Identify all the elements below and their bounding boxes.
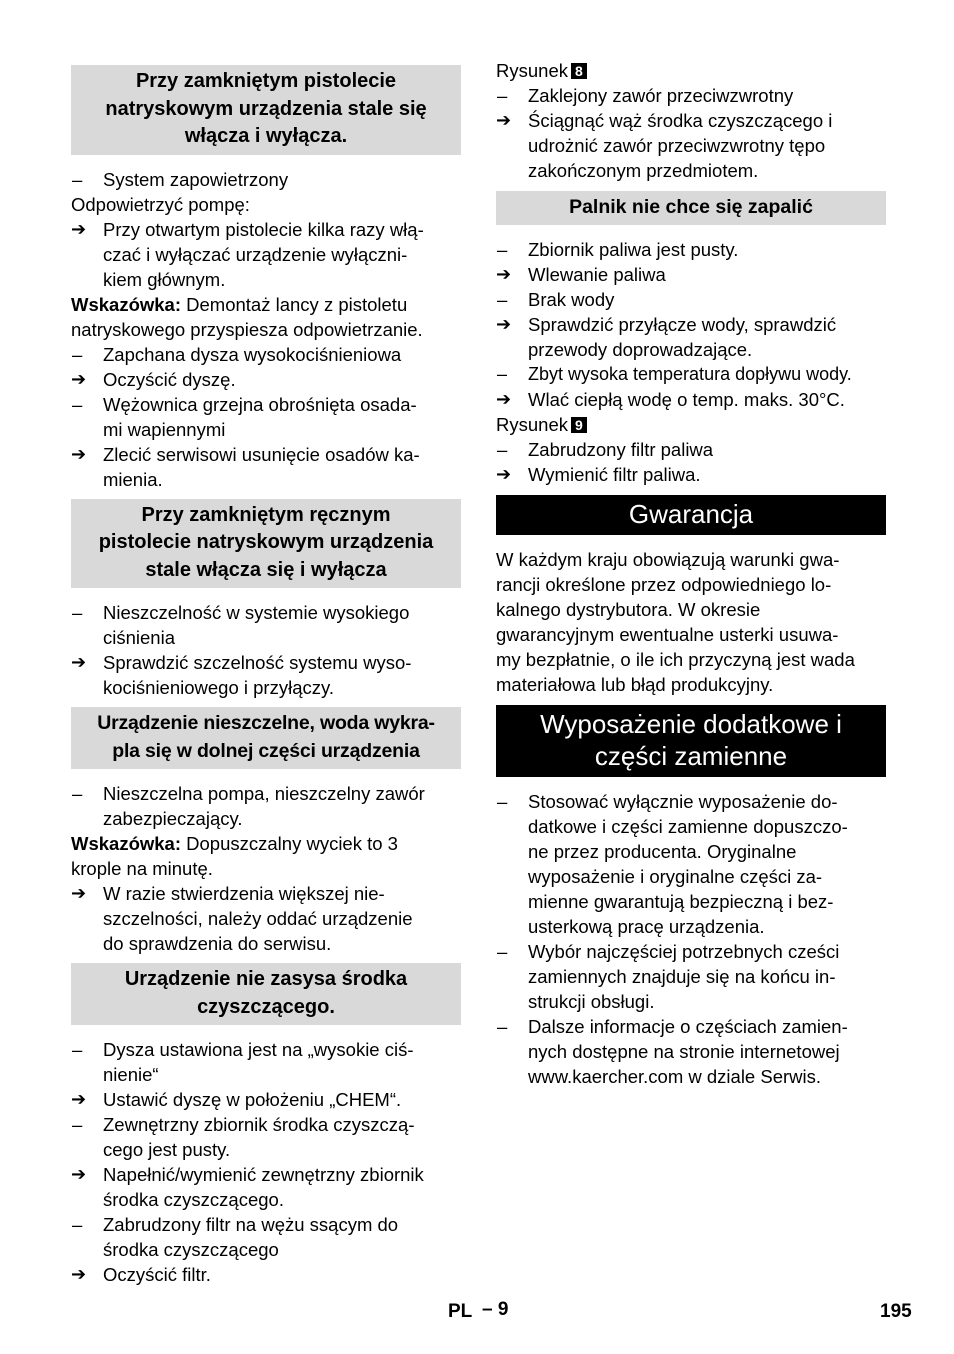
note-label: Wskazówka: — [71, 833, 182, 854]
cause-item — [496, 437, 886, 462]
remedy-line: Napełnić/wymienić zewnętrzny zbiornik — [103, 1164, 424, 1185]
cause-line: ciśnienia — [103, 627, 175, 648]
cause-line: wyposażenie i oryginalne części za- — [528, 866, 823, 887]
remedy-text — [103, 1164, 424, 1210]
cause-line: Stosować wyłącznie wyposażenie do- — [528, 791, 838, 812]
heading-line: Urządzenie nieszczelne, woda wykra- — [97, 712, 435, 734]
remedy-text — [528, 389, 845, 410]
remedy-line: Przy otwartym pistolecie kilka razy włą- — [103, 218, 424, 240]
remedy-text — [103, 219, 424, 290]
paragraph-line: gwarancyjnym ewentualne usterki usuwa- — [496, 624, 839, 645]
cause-item — [71, 600, 461, 650]
remedy-line: do sprawdzenia do serwisu. — [103, 933, 332, 954]
figure-label: Rysunek — [496, 414, 568, 435]
cause-line: Zabrudzony filtr na wężu ssącym do — [103, 1214, 399, 1235]
note-line: krople na minutę. — [71, 858, 213, 879]
remedy-item — [71, 1162, 461, 1212]
cause-item — [496, 1014, 886, 1089]
remedy-item — [71, 1087, 461, 1112]
arrow-icon: ➔ — [496, 314, 512, 334]
cause-text — [103, 783, 425, 829]
arrow-icon: ➔ — [496, 464, 512, 484]
cause-text — [103, 1039, 414, 1085]
text-line: Odpowietrzyć pompę: — [71, 193, 250, 215]
remedy-text — [103, 1089, 401, 1110]
cause-line: zabezpieczający. — [103, 808, 243, 829]
heading-line: włącza i wyłącza. — [184, 125, 348, 147]
figure-label: Rysunek — [496, 60, 568, 81]
chapter-banner — [496, 705, 886, 777]
heading-line: pla się w dolnej części urządzenia — [112, 739, 420, 762]
paragraph-line: materiałowa lub błąd produkcyjny. — [496, 674, 774, 695]
cause-line: cego jest pusty. — [103, 1139, 231, 1160]
remedy-line: udrożnić zawór przeciwzwrotny tępo — [528, 135, 826, 156]
remedy-text — [528, 464, 701, 485]
note-line: natryskowego przyspiesza odpowietrzanie. — [71, 318, 423, 340]
cause-line: Nieszczelność w systemie wysokiego — [103, 602, 410, 623]
remedy-item — [71, 442, 461, 492]
footer-page-marker: – 9 — [482, 1299, 509, 1320]
cause-line: Wybór najczęściej potrzebnych cześci — [528, 941, 840, 962]
heading-line: Przy zamkniętym ręcznym — [141, 503, 391, 526]
cause-line: środka czyszczącego — [103, 1239, 279, 1260]
cause-text: System zapowietrzony — [103, 168, 289, 190]
cause-item — [71, 167, 461, 192]
remedy-line: Sprawdzić szczelność systemu wyso- — [103, 652, 412, 673]
cause-text: Zbiornik paliwa jest pusty. — [528, 239, 739, 260]
heading-line: Przy zamkniętym pistolecie — [135, 70, 397, 92]
cause-text: Zapchana dysza wysokociśnieniowa — [103, 343, 402, 365]
cause-line: Dalsze informacje o częściach zamien- — [528, 1016, 848, 1037]
cause-item — [496, 362, 886, 387]
note-paragraph — [71, 831, 461, 881]
remedy-item — [496, 262, 886, 287]
cause-text — [103, 1214, 398, 1260]
remedy-line: Wlewanie paliwa — [528, 264, 666, 285]
arrow-icon: ➔ — [71, 1164, 87, 1184]
remedy-item — [71, 881, 461, 956]
remedy-item — [496, 108, 886, 183]
chapter-banner — [496, 495, 886, 535]
paragraph-line: W każdym kraju obowiązują warunki gwa- — [496, 549, 840, 570]
cause-line: Dysza ustawiona jest na „wysokie ciś- — [103, 1039, 414, 1060]
cause-item — [496, 83, 886, 108]
paragraph-line: my bezpłatnie, o ile ich przyczyną jest wada — [496, 649, 855, 670]
remedy-item — [496, 462, 886, 487]
figure-reference — [496, 412, 886, 437]
arrow-icon: ➔ — [71, 1089, 87, 1109]
remedy-text — [103, 369, 236, 390]
cause-line: nienie“ — [103, 1064, 159, 1085]
cause-item — [496, 237, 886, 262]
figure-number-badge: 8 — [571, 63, 587, 79]
remedy-text — [528, 314, 836, 360]
cause-line: ne przez producenta. Oryginalne — [528, 841, 797, 862]
section-heading — [71, 963, 461, 1025]
cause-line: Nieszczelna pompa, nieszczelny zawór — [103, 783, 425, 804]
arrow-icon: ➔ — [496, 110, 512, 130]
cause-text: Zbyt wysoka temperatura dopływu wody. — [528, 364, 852, 384]
section-heading — [71, 707, 461, 769]
cause-line: usterkową pracę urządzenia. — [528, 916, 765, 937]
arrow-icon: ➔ — [71, 652, 87, 672]
dash-marker: – — [497, 941, 508, 962]
cause-item — [71, 1037, 461, 1087]
cause-item — [71, 1112, 461, 1162]
figure-number-badge: 9 — [571, 417, 587, 433]
cause-text — [103, 1114, 415, 1160]
paragraph-line: kalnego dystrybutora. W okresie — [496, 599, 761, 620]
dash-marker: – — [497, 85, 508, 106]
remedy-line: przewody doprowadzające. — [528, 339, 753, 360]
remedy-line: kiem głównym. — [103, 268, 226, 290]
remedy-line: zakończonym przedmiotem. — [528, 160, 759, 181]
cause-text — [103, 602, 409, 648]
figure-reference — [496, 58, 886, 83]
cause-text: Zaklejony zawór przeciwzwrotny — [528, 85, 794, 106]
page-footer — [0, 1296, 954, 1326]
cause-item — [71, 342, 461, 367]
remedy-item — [71, 650, 461, 700]
heading-line: stale włącza się i wyłącza — [145, 558, 387, 581]
remedy-line: środka czyszczącego. — [103, 1189, 284, 1210]
cause-line: strukcji obsługi. — [528, 991, 655, 1012]
right-column — [496, 58, 886, 1089]
cause-item — [496, 287, 886, 312]
remedy-text — [103, 883, 413, 954]
remedy-text — [103, 444, 420, 490]
arrow-icon: ➔ — [496, 389, 512, 409]
paragraph-line: rancji określone przez odpowiedniego lo- — [496, 574, 832, 595]
heading-line: Palnik nie chce się zapalić — [569, 196, 813, 218]
remedy-line: Ściągnąć wąż środka czyszczącego i — [528, 110, 833, 131]
cause-line: www.kaercher.com w dziale Serwis. — [528, 1066, 822, 1087]
arrow-icon: ➔ — [496, 264, 512, 284]
remedy-line: mienia. — [103, 468, 163, 490]
remedy-line: Wlać ciepłą wodę o temp. maks. 30°C. — [528, 389, 845, 410]
remedy-line: szczelności, należy oddać urządzenie — [103, 908, 413, 929]
cause-text: Brak wody — [528, 289, 615, 310]
dash-marker: – — [497, 439, 508, 460]
remedy-line: Ustawić dyszę w położeniu „CHEM“. — [103, 1089, 402, 1110]
cause-line: mienne gwarantują bezpieczną i bez- — [528, 891, 834, 912]
dash-marker: – — [72, 1039, 83, 1060]
note-line: Demontaż lancy z pistoletu — [181, 293, 408, 315]
remedy-line: Oczyścić dyszę. — [103, 368, 236, 390]
heading-line: natryskowym urządzenia stale się — [105, 97, 427, 120]
remedy-item — [71, 1262, 461, 1287]
dash-marker: – — [72, 168, 83, 190]
arrow-icon: ➔ — [71, 218, 87, 239]
section-heading — [496, 191, 886, 225]
cause-item — [496, 789, 886, 939]
dash-marker: – — [72, 393, 83, 415]
left-column — [71, 58, 461, 1287]
cause-item — [71, 392, 461, 442]
dash-marker: – — [72, 783, 83, 804]
cause-text: Zabrudzony filtr paliwa — [528, 439, 714, 460]
remedy-line: Wymienić filtr paliwa. — [528, 464, 701, 485]
arrow-icon: ➔ — [71, 443, 87, 464]
section-heading — [71, 499, 461, 589]
remedy-item — [71, 367, 461, 392]
dash-marker: – — [497, 791, 508, 812]
cause-line: Zewnętrzny zbiornik środka czyszczą- — [103, 1114, 415, 1135]
banner-line: części zamienne — [594, 741, 788, 771]
cause-line: Wężownica grzejna obrośnięta osada- — [103, 393, 417, 415]
paragraph — [496, 547, 886, 697]
dash-marker: – — [497, 239, 508, 260]
dash-marker: – — [72, 1214, 83, 1235]
dash-marker: – — [497, 289, 508, 310]
heading-line: czyszczącego. — [197, 995, 335, 1018]
heading-line: pistolecie natryskowym urządzenia — [98, 531, 434, 553]
cause-item — [496, 939, 886, 1014]
remedy-text — [103, 1264, 211, 1285]
banner-line: Wyposażenie dodatkowe i — [540, 709, 842, 739]
heading-line: Urządzenie nie zasysa środka — [124, 968, 408, 990]
footer-language: PL — [448, 1301, 473, 1322]
footer-page-number: 195 — [880, 1301, 912, 1322]
cause-text — [528, 791, 848, 937]
remedy-line: Zlecić serwisowi usunięcie osadów ka- — [103, 443, 420, 465]
note-line: Dopuszczalny wyciek to 3 — [181, 833, 398, 854]
cause-text — [528, 1016, 848, 1087]
banner-line: Gwarancja — [628, 499, 754, 529]
cause-text — [103, 394, 417, 440]
dash-marker: – — [72, 602, 83, 623]
arrow-icon: ➔ — [71, 1264, 87, 1284]
dash-marker: – — [72, 343, 83, 365]
cause-line: mi wapiennymi — [103, 418, 226, 440]
cause-item — [71, 1212, 461, 1262]
dash-marker: – — [72, 1114, 83, 1135]
remedy-line: W razie stwierdzenia większej nie- — [103, 883, 385, 904]
remedy-text — [528, 110, 832, 181]
remedy-line: czać i wyłączać urządzenie wyłączni- — [103, 243, 408, 265]
section-heading — [71, 65, 461, 155]
cause-line: nych dostępne na stronie internetowej — [528, 1041, 840, 1062]
remedy-line: kociśnieniowego i przyłączy. — [103, 677, 335, 698]
remedy-item — [496, 387, 886, 412]
remedy-item — [496, 312, 886, 362]
cause-line: datkowe i części zamienne dopuszczo- — [528, 816, 848, 837]
arrow-icon: ➔ — [71, 883, 87, 903]
dash-marker: – — [497, 1016, 508, 1037]
remedy-line: Sprawdzić przyłącze wody, sprawdzić — [528, 314, 837, 335]
dash-marker: – — [497, 364, 508, 384]
note-paragraph — [71, 292, 461, 342]
remedy-text — [103, 652, 411, 698]
cause-item — [71, 781, 461, 831]
cause-line: zamiennych znajduje się na końcu in- — [528, 966, 836, 987]
arrow-icon: ➔ — [71, 368, 87, 389]
cause-text — [528, 941, 839, 1012]
note-label: Wskazówka: — [71, 293, 182, 315]
remedy-text — [528, 264, 666, 285]
remedy-line: Oczyścić filtr. — [103, 1264, 211, 1285]
remedy-item — [71, 217, 461, 292]
